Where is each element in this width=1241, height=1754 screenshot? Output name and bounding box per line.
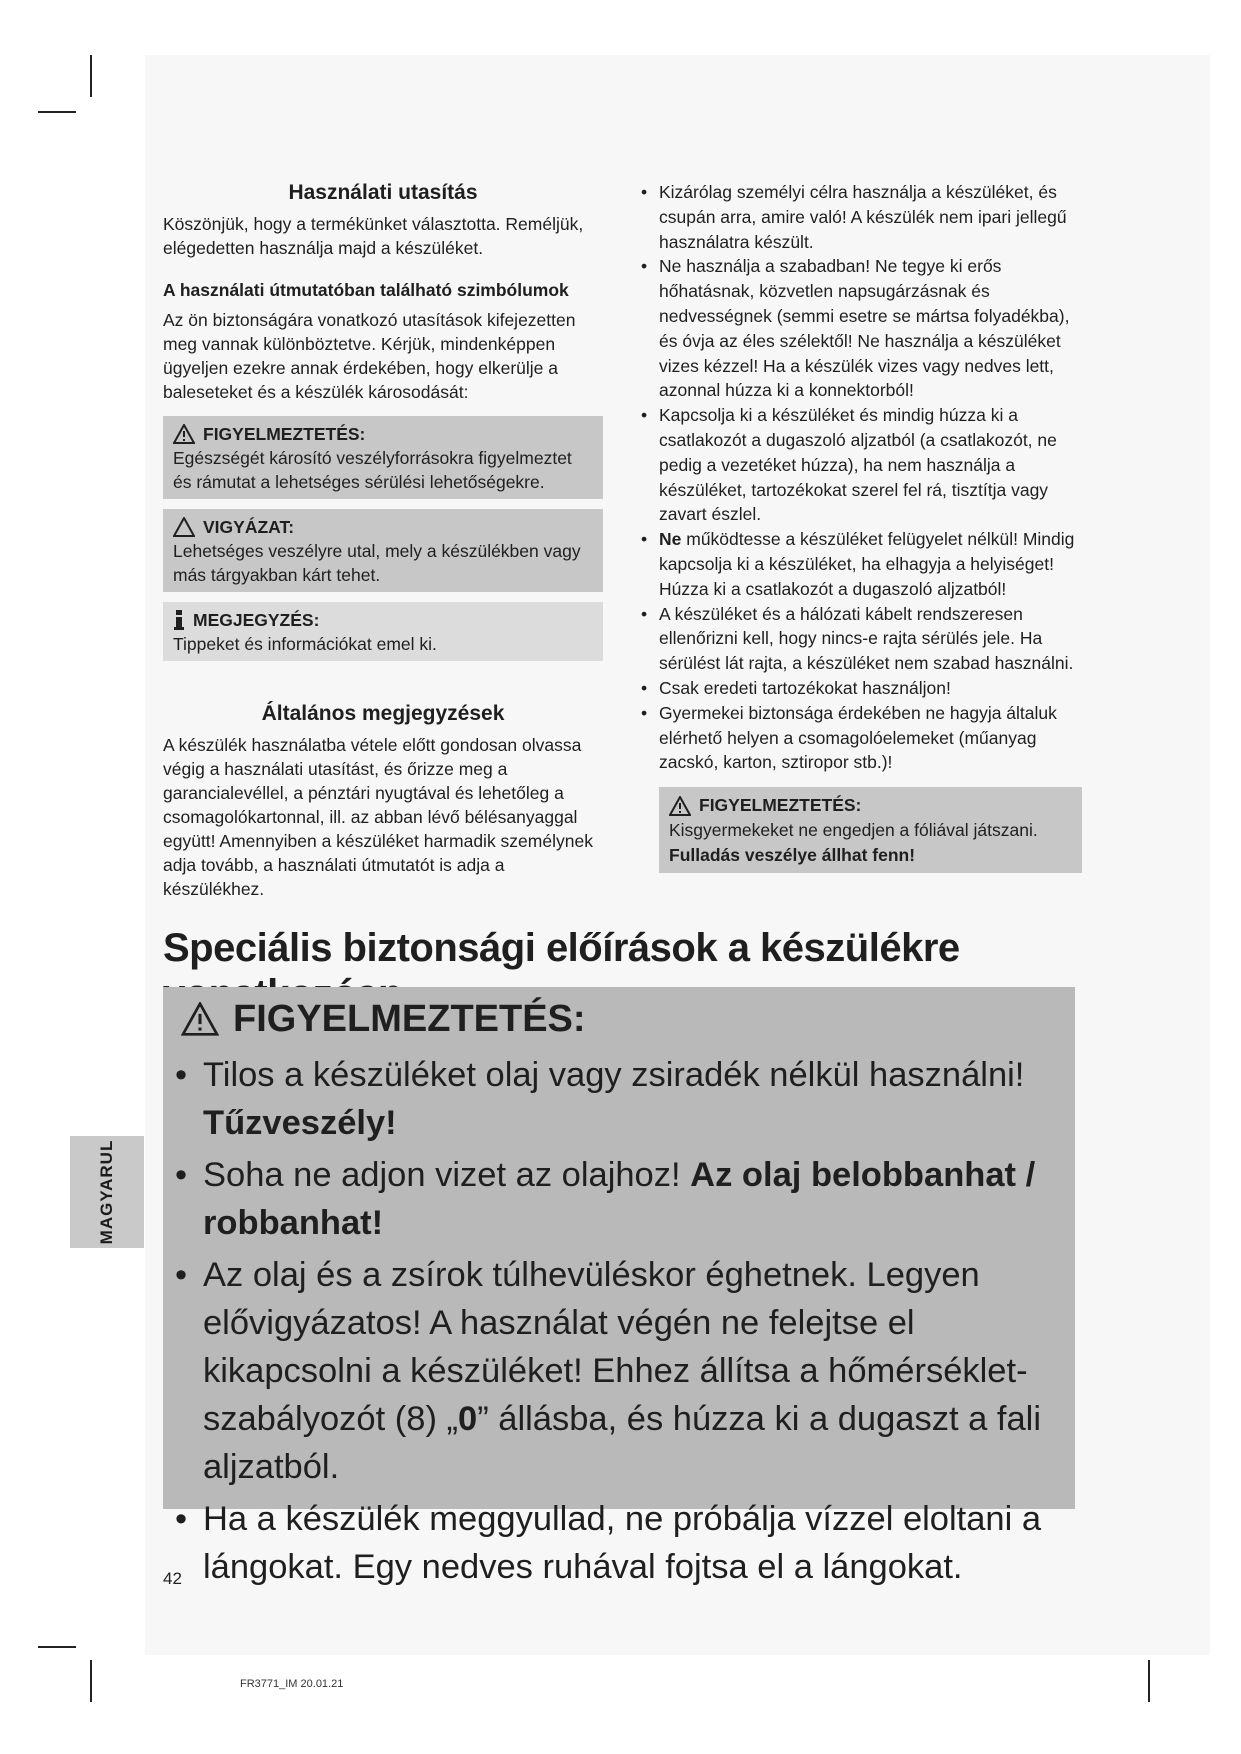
- special-warning-label: FIGYELMEZTETÉS:: [233, 998, 586, 1040]
- warning-text: Egészségét károsító veszélyforrásokra figyelmeztet és rámutat a lehetséges sérülési lehetőségekre.: [173, 448, 572, 492]
- note-box-title: [173, 608, 593, 632]
- intro-text: Köszönjük, hogy a termékünket választotta. Reméljük, elégedetten használja majd a készüléket.: [163, 214, 584, 258]
- list-item-text: működtesse a készüléket felügyelet nélkül! Mindig kapcsolja ki a készüléket, ha elhagyja a helyiséget! Húzza ki a csatlakozót a dugaszoló aljzatból!: [659, 529, 1075, 599]
- list-item: • Kapcsolja ki a készüléket és mindig húzza ki a csatlakozót a dugaszoló aljzatból (a csatlakozót, ne pedig a vezetéket húzza), ha nem használja a készüléket, tartozékokat szerel fel rá, tisztítja vagy zavart észlel.: [637, 403, 1082, 527]
- list-item-bold: Ne: [659, 529, 682, 550]
- symbols-text: Az ön biztonságára vonatkozó utasítások kifejezetten meg vannak különböztetve. Kérjük, mindenképpen ügyeljen ezekre annak érdekében, hogy elkerülje a baleseteket és a készülék károsodását:: [163, 310, 576, 402]
- list-item-text: Tilos a készüléket olaj vagy zsiradék nélkül használni!: [203, 1056, 1025, 1094]
- list-item-text: Az olaj és a zsírok túlhevüléskor éghetnek. Legyen elővigyázatos! A használat végén ne felejtse el kikapcsolni a készüléket! Ehhez állítsa a hőmérséklet-szabályozót (8) „: [203, 1256, 1028, 1438]
- safety-list: [637, 180, 1082, 775]
- crop-mark: [38, 1646, 76, 1648]
- caution-text: Lehetséges veszélyre utal, mely a készülékben vagy más tárgyakban kárt tehet.: [173, 541, 581, 585]
- list-item: [637, 527, 1082, 601]
- warning-triangle-icon: [173, 424, 195, 444]
- list-item: • A készüléket és a hálózati kábelt rendszeresen ellenőrizni kell, hogy nincs-e rajta sérülés jele. Ha sérülést lát rajta, a készüléket nem szabad használni.: [637, 602, 1082, 676]
- caution-box-title: [173, 515, 593, 539]
- special-warning-title: [181, 991, 1075, 1047]
- symbols-heading: A használati útmutatóban található szimbólumok: [163, 280, 569, 300]
- caution-triangle-icon: [173, 517, 195, 537]
- list-item-bold: Tűzveszély!: [203, 1104, 397, 1142]
- left-column: [163, 180, 603, 901]
- general-text: A készülék használatba vétele előtt gondosan olvassa végig a használati utasítást, és őrizze meg a garancialevéllel, a pénztári nyugtával és lehetőleg a csomagolókartonnal, ill. az abban lévő bélésanyaggal együtt! Amennyiben a készüléket harmadik személynek adja tovább, a használati útmutatót is adja a készülékhez.: [163, 735, 593, 899]
- list-item: • Gyermekei biztonsága érdekében ne hagyja általuk elérhető helyen a csomagolóelemeket (műanyag zacskó, karton, sztiropor stb.)!: [637, 701, 1082, 775]
- warning-triangle-icon: [181, 1002, 219, 1036]
- crop-mark: [1148, 1660, 1150, 1702]
- list-item-bold: Az olaj belobbanhat / robbanhat!: [203, 1156, 1036, 1242]
- footer-code: FR3771_IM 20.01.21: [240, 1678, 344, 1690]
- crop-mark: [38, 111, 76, 113]
- note-box: [163, 602, 603, 661]
- list-item-bold: 0: [458, 1400, 478, 1438]
- warning-box-title: [173, 422, 593, 446]
- list-item-text: Soha ne adjon vizet az olajhoz!: [203, 1156, 691, 1194]
- list-item: [163, 1251, 1055, 1491]
- foil-warning-label: FIGYELMEZTETÉS:: [699, 795, 862, 816]
- language-label: MAGYARUL: [97, 1139, 116, 1245]
- list-item: • Ha a készülék meggyullad, ne próbálja vízzel eloltani a lángokat. Egy nedves ruhával fojtsa el a lángokat.: [163, 1495, 1055, 1591]
- caution-label: VIGYÁZAT:: [203, 517, 295, 537]
- language-tab: [70, 1136, 144, 1248]
- page-number: 42: [163, 1569, 182, 1588]
- foil-warning-bold: Fulladás veszélye állhat fenn!: [669, 844, 916, 865]
- list-item: [163, 1051, 1055, 1147]
- list-item: • Kizárólag személyi célra használja a készüléket, és csupán arra, amire való! A készülék nem ipari jellegű használatra készült.: [637, 180, 1082, 254]
- right-column: [637, 180, 1082, 873]
- note-text: Tippeket és információkat emel ki.: [173, 634, 437, 654]
- foil-warning-box: [659, 787, 1082, 872]
- list-item-text: ” állásba, és húzza ki a dugaszt a fali aljzatból.: [203, 1400, 1042, 1486]
- list-item: • Ne használja a szabadban! Ne tegye ki erős hőhatásnak, közvetlen napsugárzásnak és nedvességnek (semmi esetre se mártsa folyadékba), és óvja az éles szélektől! Ne használja a készüléket vizes kézzel! Ha a készülék vizes vagy nedves lett, azonnal húzza ki a konnektorból!: [637, 254, 1082, 403]
- list-item: • Csak eredeti tartozékokat használjon!: [637, 676, 1082, 701]
- warning-triangle-icon: [669, 796, 691, 816]
- warning-box: [163, 416, 603, 499]
- warning-label: FIGYELMEZTETÉS:: [203, 424, 366, 444]
- crop-mark: [90, 55, 92, 97]
- note-label: MEGJEGYZÉS:: [193, 610, 320, 630]
- foil-warning-title: [669, 793, 1072, 818]
- special-warning-list: [163, 1051, 1075, 1591]
- crop-mark: [90, 1660, 92, 1702]
- special-safety-title: Speciális biztonsági előírások a készülékre: [163, 926, 960, 970]
- instructions-title: Használati utasítás: [288, 181, 478, 204]
- foil-warning-text: Kisgyermekeket ne engedjen a fóliával játszani.: [669, 819, 1038, 840]
- general-heading: Általános megjegyzések: [261, 702, 505, 725]
- info-icon: [173, 610, 185, 630]
- list-item: [163, 1151, 1055, 1247]
- caution-box: [163, 509, 603, 592]
